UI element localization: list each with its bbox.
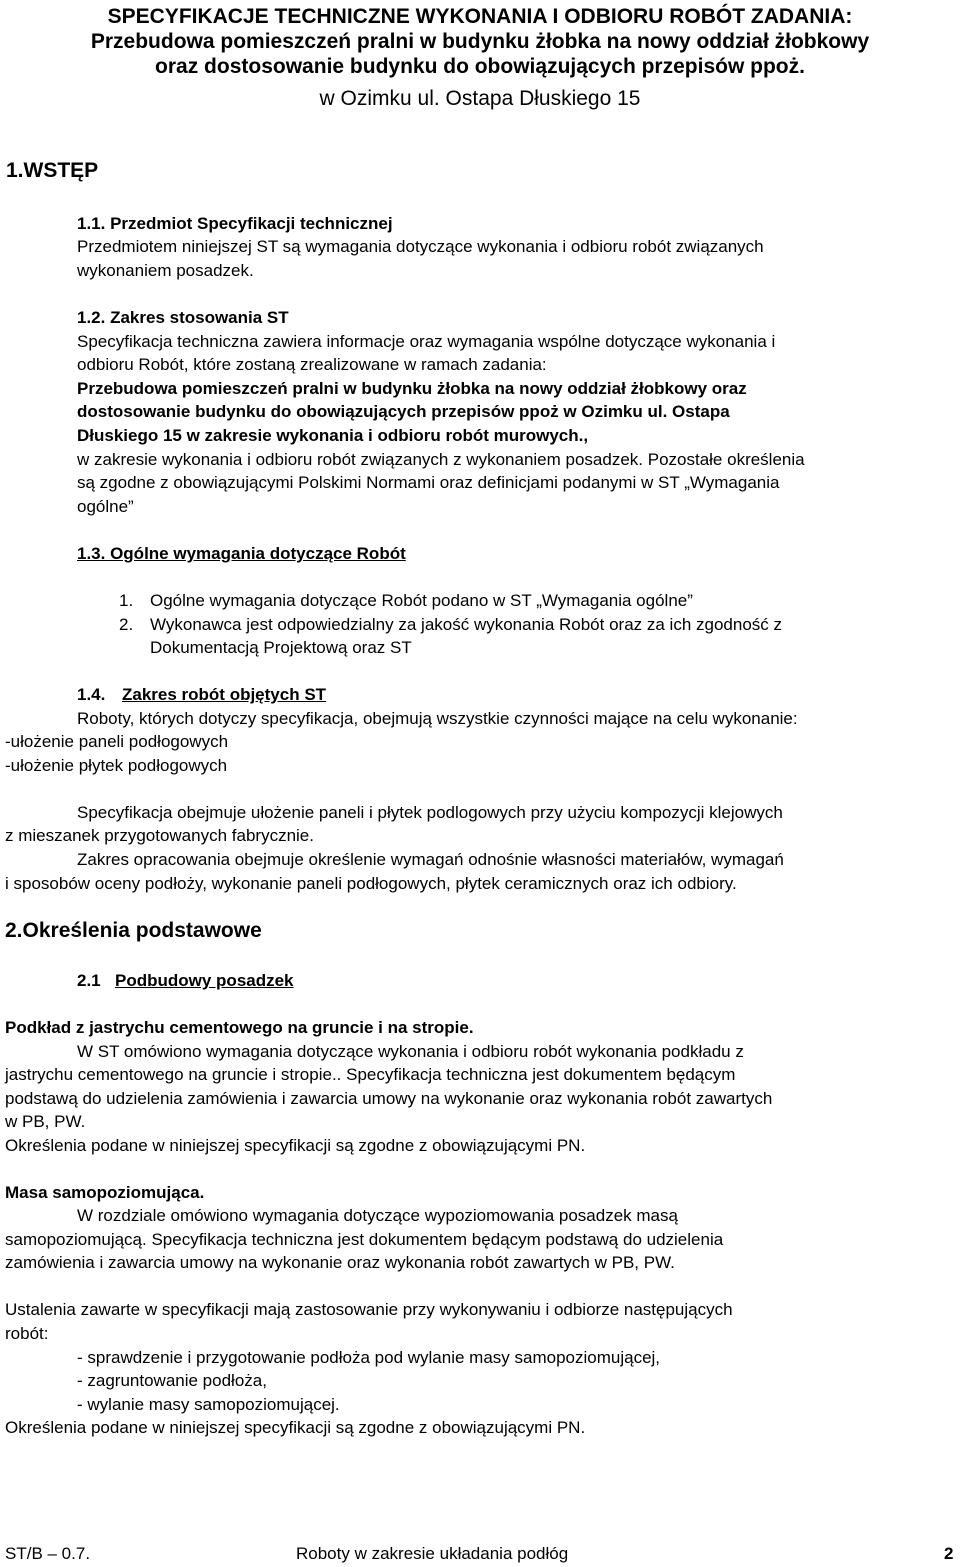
paragraph-text: robót:	[5, 1324, 49, 1343]
paragraph-text: jastrychu cementowego na gruncie i stropie.. Specyfikacja techniczna jest dokumentem będącym	[5, 1065, 736, 1084]
section-1-2-task-name: Przebudowa pomieszczeń pralni w budynku żłobka na nowy oddział żłobkowy oraz	[77, 379, 747, 398]
list-item: - zagruntowanie podłoża,	[77, 1371, 267, 1390]
section-1-1-text: Przedmiotem niniejszej ST są wymagania dotyczące wykonania i odbioru robót związanych	[77, 237, 764, 256]
section-1-2-heading: 1.2. Zakres stosowania ST	[77, 308, 289, 327]
subsection-heading: Masa samopoziomująca.	[5, 1183, 205, 1202]
list-item: Wykonawca jest odpowiedzialny za jakość wykonania Robót oraz za ich zgodność z	[150, 615, 783, 634]
paragraph-text: w PB, PW.	[5, 1112, 86, 1131]
list-item-number: 1.	[119, 591, 134, 610]
paragraph-text: zamówienia i zawarcia umowy na wykonanie oraz wykonania robót zawartych w PB, PW.	[5, 1253, 675, 1272]
section-1-4-text: i sposobów oceny podłoży, wykonanie paneli podłogowych, płytek ceramicznych oraz ich odbiory.	[5, 874, 737, 893]
list-item-continuation: Dokumentacją Projektową oraz ST	[150, 638, 412, 657]
paragraph-text: Ustalenia zawarte w specyfikacji mają zastosowanie przy wykonywaniu i odbiorze następujących	[5, 1300, 733, 1319]
footer-title: Roboty w zakresie układania podłóg	[296, 1544, 569, 1563]
section-1-4-heading: Zakres robót objętych ST	[122, 685, 327, 704]
section-1-2-text: w zakresie wykonania i odbioru robót związanych z wykonaniem posadzek. Pozostałe określenia	[77, 450, 805, 469]
doc-title-line-1: SPECYFIKACJE TECHNICZNE WYKONANIA I ODBIORU ROBÓT ZADANIA:	[107, 5, 853, 28]
list-item-number: 2.	[119, 615, 134, 634]
paragraph-text: Określenia podane w niniejszej specyfikacji są zgodne z obowiązującymi PN.	[5, 1418, 586, 1437]
section-1-4-number: 1.4.	[77, 685, 106, 704]
scope-item: -ułożenie płytek podłogowych	[5, 756, 228, 775]
section-1-2-text: są zgodne z obowiązującymi Polskimi Normami oraz definicjami podanymi w ST „Wymagania	[77, 473, 780, 492]
section-1-2-text: Specyfikacja techniczna zawiera informacje oraz wymagania wspólne dotyczące wykonania i	[77, 332, 776, 351]
section-2-1-heading: Podbudowy posadzek	[115, 971, 294, 990]
section-1-2-task-name: dostosowanie budynku do obowiązujących przepisów ppoż w Ozimku ul. Ostapa	[77, 402, 730, 421]
paragraph-text: W ST omówiono wymagania dotyczące wykonania i odbioru robót wykonania podkładu z	[77, 1042, 744, 1061]
section-1-4-text: Roboty, których dotyczy specyfikacja, obejmują wszystkie czynności mające na celu wykonanie:	[77, 709, 798, 728]
scope-item: -ułożenie paneli podłogowych	[5, 732, 229, 751]
footer-page-number: 2	[944, 1544, 954, 1563]
section-1-2-text: ogólne”	[77, 497, 134, 516]
section-2-1-number: 2.1	[77, 971, 101, 990]
doc-title-line-4: w Ozimku ul. Ostapa Dłuskiego 15	[319, 87, 641, 110]
footer-code: ST/B – 0.7.	[5, 1544, 91, 1563]
section-1-4-text: z mieszanek przygotowanych fabrycznie.	[5, 826, 314, 845]
section-1-heading: 1.WSTĘP	[6, 159, 99, 182]
section-1-2-text: odbioru Robót, które zostaną zrealizowane w ramach zadania:	[77, 355, 547, 374]
paragraph-text: W rozdziale omówiono wymagania dotyczące wypoziomowania posadzek masą	[77, 1206, 678, 1225]
list-item: - sprawdzenie i przygotowanie podłoża pod wylanie masy samopoziomującej,	[77, 1348, 661, 1367]
doc-title-line-2: Przebudowa pomieszczeń pralni w budynku żłobka na nowy oddział żłobkowy	[90, 30, 870, 53]
section-1-2-task-name: Dłuskiego 15 w zakresie wykonania i odbioru robót murowych.,	[77, 426, 589, 445]
section-2-heading: 2.Określenia podstawowe	[5, 919, 262, 942]
paragraph-text: podstawą do udzielenia zamówienia i zawarcia umowy na wykonanie oraz wykonania robót zawartych	[5, 1089, 773, 1108]
doc-title-line-3: oraz dostosowanie budynku do obowiązujących przepisów ppoż.	[155, 55, 805, 78]
list-item: - wylanie masy samopoziomującej.	[77, 1395, 340, 1414]
list-item: Ogólne wymagania dotyczące Robót podano w ST „Wymagania ogólne”	[150, 591, 693, 610]
paragraph-text: samopoziomującą. Specyfikacja techniczna jest dokumentem będącym podstawą do udzielenia	[5, 1230, 724, 1249]
section-1-1-heading: 1.1. Przedmiot Specyfikacji technicznej	[77, 214, 393, 233]
section-1-4-text: Specyfikacja obejmuje ułożenie paneli i płytek podlogowych przy użyciu kompozycji klejowych	[77, 803, 783, 822]
paragraph-text: Określenia podane w niniejszej specyfikacji są zgodne z obowiązującymi PN.	[5, 1136, 586, 1155]
section-1-4-text: Zakres opracowania obejmuje określenie wymagań odnośnie własności materiałów, wymagań	[77, 850, 784, 869]
section-1-3-heading: 1.3. Ogólne wymagania dotyczące Robót	[77, 544, 406, 563]
section-1-1-text: wykonaniem posadzek.	[77, 261, 254, 280]
subsection-heading: Podkład z jastrychu cementowego na gruncie i na stropie.	[5, 1018, 474, 1037]
